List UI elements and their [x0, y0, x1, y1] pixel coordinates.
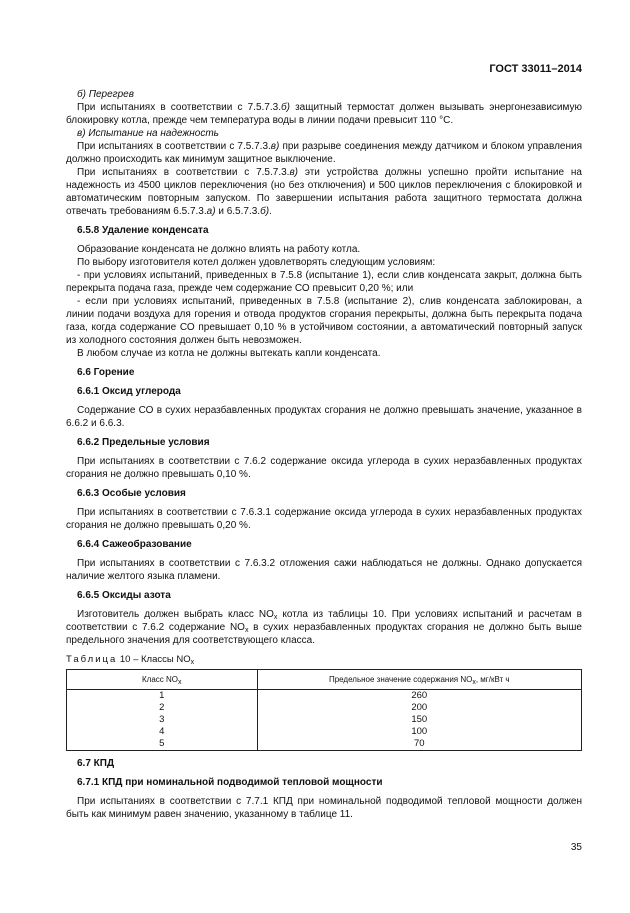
table-row: [67, 702, 582, 714]
paragraph: Изготовитель должен выбрать класс $NO_x$ котла из таблицы 10. При условиях испытаний и расчетам в соответствии с 7.6.2 содержание $NO_x$ в сухих неразбавленных продуктах сгорания не должно быть выше предельного значения для соответствующего класса.: [66, 609, 582, 646]
page-content: [66, 88, 582, 821]
overheat-paragraph: При испытаниях в соответствии с 7.5.7.3.б) защитный термостат должен вызывать энергонезависимую блокировку котла, прежде чем температура воды в линии подачи превысит 110 °С.: [66, 102, 582, 126]
paragraph: При испытаниях в соответствии с 7.7.1 КПД при номинальной подводимой тепловой мощности должен быть как минимум равен значению, указанному в таблице 11.: [66, 796, 582, 820]
item-reliability-label: в) Испытание на надежность: [77, 128, 219, 139]
column-header-class: Класс $NO_x$: [67, 670, 258, 690]
section-heading-6-5-8: 6.5.8 Удаление конденсата: [77, 225, 209, 236]
cell-class: 5: [67, 738, 258, 751]
table-row: [67, 690, 582, 703]
section-heading-6-6-3: 6.6.3 Особые условия: [77, 488, 186, 499]
list-item: - если при условиях испытаний, приведенных в 7.5.8 (испытание 2), слив конденсата заблокирован, а линии подачи воздуха для горения и отвода продуктов сгорания перекрыты, должна быть перекрыта подача газа, когда содержание СО превышает 0,10 % в устойчивом состоянии, а автоматический повторный запуск из холодного состояния должен быть невозможен.: [66, 296, 582, 346]
section-heading-6-6-1: 6.6.1 Оксид углерода: [77, 386, 181, 397]
item-overheat-label: б) Перегрев: [77, 89, 134, 100]
section-heading-6-6: 6.6 Горение: [77, 367, 135, 378]
section-heading-6-6-5: 6.6.5 Оксиды азота: [77, 590, 171, 601]
paragraph: Содержание СО в сухих неразбавленных продуктах сгорания не должно превышать значение, указанное в 6.6.2 и 6.6.3.: [66, 405, 582, 429]
table-row: [67, 726, 582, 738]
paragraph: При испытаниях в соответствии с 7.6.3.2 отложения сажи наблюдаться не должны. Однако допускается наличие желтого языка пламени.: [66, 558, 582, 582]
table-header-row: [67, 670, 582, 690]
cell-limit: 150: [257, 714, 581, 726]
list-item: - при условиях испытаний, приведенных в 7.5.8 (испытание 1), если слив конденсата закрыт, должна быть перекрыта подача газа, прежде чем содержание СО превысит 0,20 %; или: [66, 270, 582, 294]
page-number: 35: [570, 842, 582, 853]
section-heading-6-7: 6.7 КПД: [77, 758, 115, 769]
cell-limit: 260: [257, 690, 581, 703]
paragraph: При испытаниях в соответствии с 7.6.3.1 содержание оксида углерода в сухих неразбавленных продуктах сгорания не должно превышать 0,20 %.: [66, 507, 582, 531]
table-row: [67, 738, 582, 751]
reliability-paragraph-1: При испытаниях в соответствии с 7.5.7.3.в) при разрыве соединения между датчиком и блоком управления должно происходить как минимум защитное выключение.: [66, 141, 583, 165]
cell-limit: 100: [257, 726, 581, 738]
section-heading-6-6-2: 6.6.2 Предельные условия: [77, 437, 210, 448]
cell-class: 1: [67, 690, 258, 703]
paragraph: По выбору изготовителя котел должен удовлетворять следующим условиям:: [77, 257, 436, 268]
standard-header: ГОСТ 33011–2014: [489, 63, 582, 75]
table-caption: Таблица 10 – Классы $NO_x$: [66, 654, 195, 666]
paragraph: При испытаниях в соответствии с 7.6.2 содержание оксида углерода в сухих неразбавленных продуктах сгорания не должно превышать 0,10 %.: [66, 456, 582, 480]
cell-class: 4: [67, 726, 258, 738]
reliability-paragraph-2: При испытаниях в соответствии с 7.5.7.3.в) эти устройства должны успешно пройти испытание на надежность из 4500 циклов переключения (но без отключения) и 500 циклов переключения с блокировкой и автоматическим повторным запуском. По завершении испытания работа защитного термостата должна отвечать требованиям 6.5.7.3.а) и 6.5.7.3.б).: [66, 167, 582, 217]
cell-limit: 200: [257, 702, 581, 714]
cell-limit: 70: [257, 738, 581, 751]
section-heading-6-7-1: 6.7.1 КПД при номинальной подводимой тепловой мощности: [77, 777, 383, 788]
nox-classes-table: [66, 669, 582, 751]
cell-class: 3: [67, 714, 258, 726]
table-row: [67, 714, 582, 726]
column-header-limit: Предельное значение содержания $NO_x$, мг/кВт ч: [257, 670, 581, 690]
paragraph: Образование конденсата не должно влиять на работу котла.: [77, 244, 361, 255]
paragraph: В любом случае из котла не должны вытекать капли конденсата.: [77, 348, 381, 359]
section-heading-6-6-4: 6.6.4 Сажеобразование: [77, 539, 192, 550]
cell-class: 2: [67, 702, 258, 714]
